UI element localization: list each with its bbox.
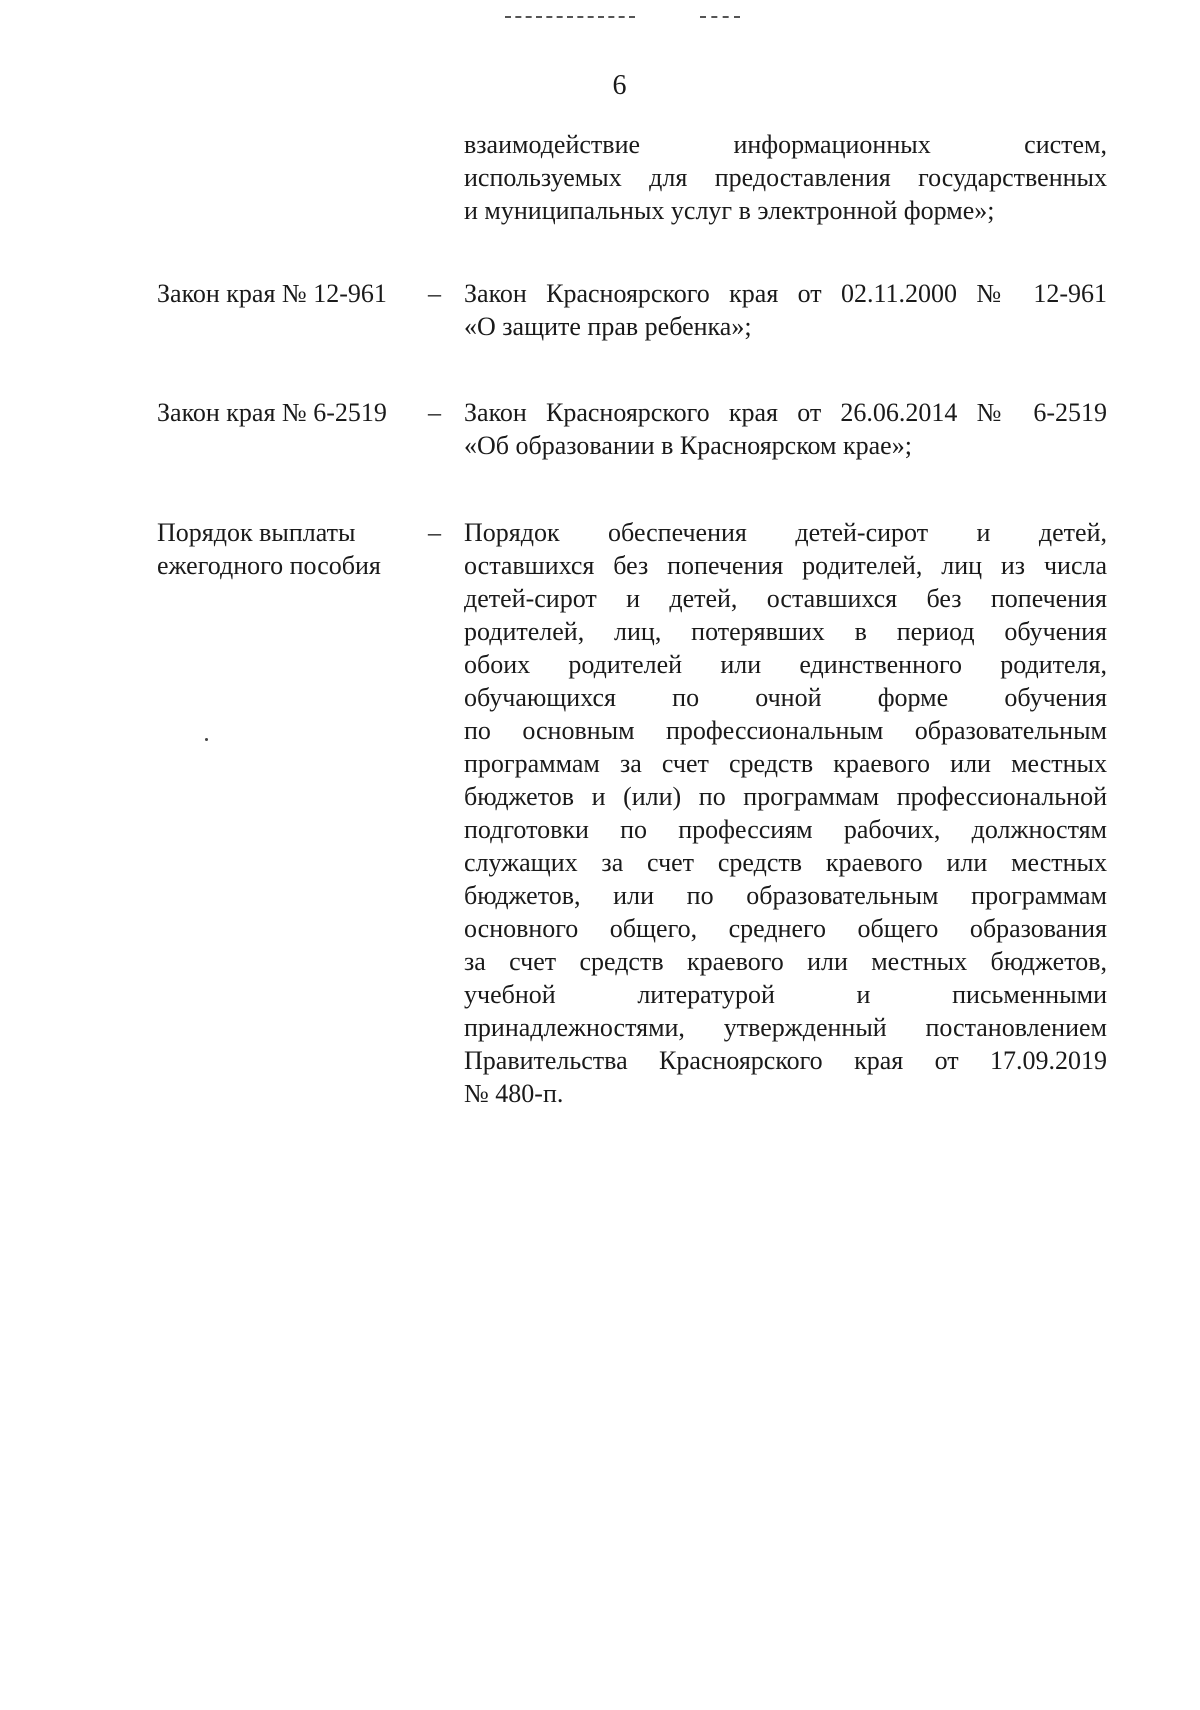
definition-text bbox=[464, 516, 1107, 1110]
definition-line: служащих за счет средств краевого или местных bbox=[464, 848, 1107, 877]
term-dash: – bbox=[428, 518, 441, 547]
definition-line: принадлежностями, утвержденный постановлением bbox=[464, 1013, 1107, 1042]
definition-line: «Об образовании в Красноярском крае»; bbox=[464, 431, 912, 460]
definition-line: и муниципальных услуг в электронной форме»; bbox=[464, 196, 995, 225]
definition-line: Закон Красноярского края от 02.11.2000 № 12-961 bbox=[464, 279, 1107, 308]
definition-line: бюджетов и (или) по программам профессиональной bbox=[464, 782, 1107, 811]
definition-line: взаимодействие информационных систем, bbox=[464, 130, 1107, 159]
page-number: 6 bbox=[612, 70, 628, 101]
scan-speck bbox=[205, 738, 208, 741]
defined-term: Закон края № 12-961 bbox=[157, 279, 387, 308]
definition-line: обучающихся по очной форме обучения bbox=[464, 683, 1107, 712]
definition-line: основного общего, среднего общего образования bbox=[464, 914, 1107, 943]
definition-text bbox=[464, 277, 1107, 343]
defined-term: Порядок выплаты ежегодного пособия bbox=[157, 518, 381, 580]
scan-artifact bbox=[505, 16, 635, 18]
definition-line: учебной литературой и письменными bbox=[464, 980, 1107, 1009]
definition-line: бюджетов, или по образовательным программам bbox=[464, 881, 1107, 910]
term-dash: – bbox=[428, 279, 441, 308]
definition-text bbox=[464, 128, 1107, 227]
definition-line: «О защите прав ребенка»; bbox=[464, 312, 752, 341]
definition-line: используемых для предоставления государственных bbox=[464, 163, 1107, 192]
definition-line: оставшихся без попечения родителей, лиц из числа bbox=[464, 551, 1107, 580]
scan-artifact bbox=[700, 16, 740, 18]
definition-line: № 480-п. bbox=[464, 1079, 564, 1108]
term-dash: – bbox=[428, 398, 441, 427]
definition-line: Порядок обеспечения детей-сирот и детей, bbox=[464, 518, 1107, 547]
definition-line: программам за счет средств краевого или местных bbox=[464, 749, 1107, 778]
definition-line: за счет средств краевого или местных бюджетов, bbox=[464, 947, 1107, 976]
definition-line: по основным профессиональным образовательным bbox=[464, 716, 1107, 745]
definition-line: Закон Красноярского края от 26.06.2014 № 6-2519 bbox=[464, 398, 1107, 427]
definition-line: обоих родителей или единственного родителя, bbox=[464, 650, 1107, 679]
definition-text bbox=[464, 396, 1107, 462]
definition-line: подготовки по профессиям рабочих, должностям bbox=[464, 815, 1107, 844]
definition-line: родителей, лиц, потерявших в период обучения bbox=[464, 617, 1107, 646]
defined-term: Закон края № 6-2519 bbox=[157, 398, 387, 427]
definition-line: детей-сирот и детей, оставшихся без попечения bbox=[464, 584, 1107, 613]
definition-line: Правительства Красноярского края от 17.09.2019 bbox=[464, 1046, 1107, 1075]
